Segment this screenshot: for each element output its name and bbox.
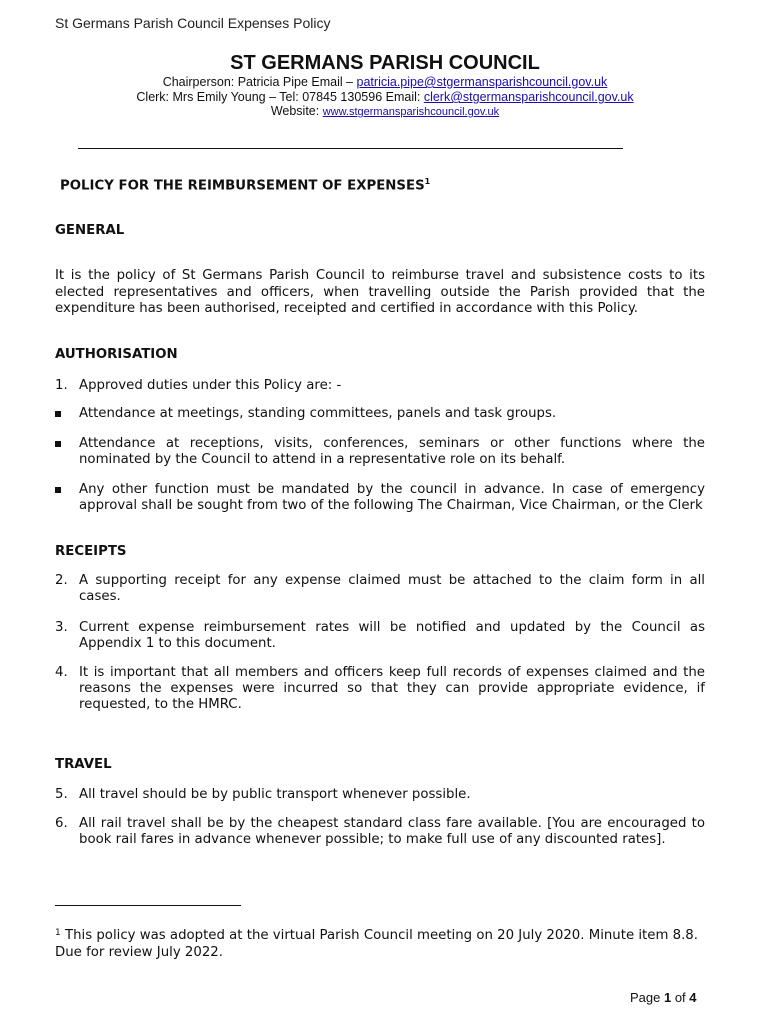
list-item-6 xyxy=(55,816,705,848)
bullet-icon xyxy=(55,441,61,447)
item-text: It is important that all members and officers keep full records of expenses claimed and the reasons the expenses were incurred so that they can provide appropriate evidence, if requested, to the HMRC. xyxy=(79,665,705,712)
org-title: ST GERMANS PARISH COUNCIL xyxy=(230,52,540,74)
website-label: Website: xyxy=(270,104,323,118)
bullet-text: Attendance at meetings, standing committees, panels and task groups. xyxy=(79,406,557,421)
list-item-4 xyxy=(55,665,705,713)
item-text: Approved duties under this Policy are: - xyxy=(79,378,342,393)
website-link[interactable]: www.stgermansparishcouncil.gov.uk xyxy=(322,106,500,118)
website-line xyxy=(0,104,770,118)
list-item-2 xyxy=(55,573,705,605)
clerk-email-link[interactable]: clerk@stgermansparishcouncil.gov.uk xyxy=(423,90,634,104)
policy-title xyxy=(60,177,430,193)
bullet-text: Attendance at receptions, visits, conferences, seminars or other functions where the nominated by the Council to attend in a representative role on its behalf. xyxy=(79,436,705,467)
bullet-icon xyxy=(55,487,61,493)
page-sep: of xyxy=(671,990,690,1005)
item-text: All travel should be by public transport whenever possible. xyxy=(79,787,471,802)
clerk-contact-line xyxy=(0,90,770,104)
footnote-ref[interactable]: 1 xyxy=(424,177,431,186)
bullet-item xyxy=(55,406,705,422)
item-number: 3. xyxy=(55,620,68,635)
list-item-1 xyxy=(55,378,705,394)
bullet-item xyxy=(55,436,705,468)
authorisation-heading: AUTHORISATION xyxy=(55,347,178,362)
bullet-icon xyxy=(55,411,61,417)
footnote-divider xyxy=(55,905,241,906)
item-number: 4. xyxy=(55,665,68,680)
chair-label: Chairperson: Patricia Pipe Email – xyxy=(162,75,357,89)
footnote xyxy=(55,925,710,961)
item-number: 5. xyxy=(55,787,68,802)
item-number: 6. xyxy=(55,816,68,831)
footnote-text: This policy was adopted at the virtual Parish Council meeting on 20 July 2020. Minute item 8.8. Due for review July 2022. xyxy=(55,928,698,960)
chair-contact-line xyxy=(0,75,770,89)
general-heading: GENERAL xyxy=(55,223,125,238)
item-text: A supporting receipt for any expense claimed must be attached to the claim form in all cases. xyxy=(79,573,705,604)
item-text: Current expense reimbursement rates will be notified and updated by the Council as Appendix 1 to this document. xyxy=(79,620,705,651)
chair-email-link[interactable]: patricia.pipe@stgermansparishcouncil.gov.uk xyxy=(356,75,608,89)
policy-title-text: POLICY FOR THE REIMBURSEMENT OF EXPENSES xyxy=(60,178,425,194)
general-paragraph: It is the policy of St Germans Parish Council to reimburse travel and subsistence costs to its elected representatives and officers, when travelling outside the Parish provided that the expenditure has been authorised, receipted and certified in accordance with this Policy. xyxy=(55,268,705,316)
page-label: Page xyxy=(630,990,664,1005)
running-header: St Germans Parish Council Expenses Policy xyxy=(55,15,331,31)
bullet-text: Any other function must be mandated by the council in advance. In case of emergency approval shall be sought from two of the following The Chairman, Vice Chairman, or the Clerk xyxy=(79,482,705,513)
receipts-heading: RECEIPTS xyxy=(55,544,127,559)
letterhead-divider xyxy=(78,148,623,149)
page-number xyxy=(630,990,697,1005)
list-item-3 xyxy=(55,620,705,652)
item-text: All rail travel shall be by the cheapest standard class fare available. [You are encouraged to book rail fares in advance whenever possible; to make full use of any discounted rates]. xyxy=(79,816,705,847)
footnote-marker: 1 xyxy=(55,928,61,938)
item-number: 2. xyxy=(55,573,68,588)
total-pages: 4 xyxy=(689,990,697,1005)
bullet-item xyxy=(55,482,705,514)
list-item-5 xyxy=(55,787,705,803)
travel-heading: TRAVEL xyxy=(55,757,112,772)
current-page: 1 xyxy=(663,990,672,1005)
item-number: 1. xyxy=(55,378,68,393)
clerk-label: Clerk: Mrs Emily Young – Tel: 07845 130596 Email: xyxy=(136,90,424,104)
